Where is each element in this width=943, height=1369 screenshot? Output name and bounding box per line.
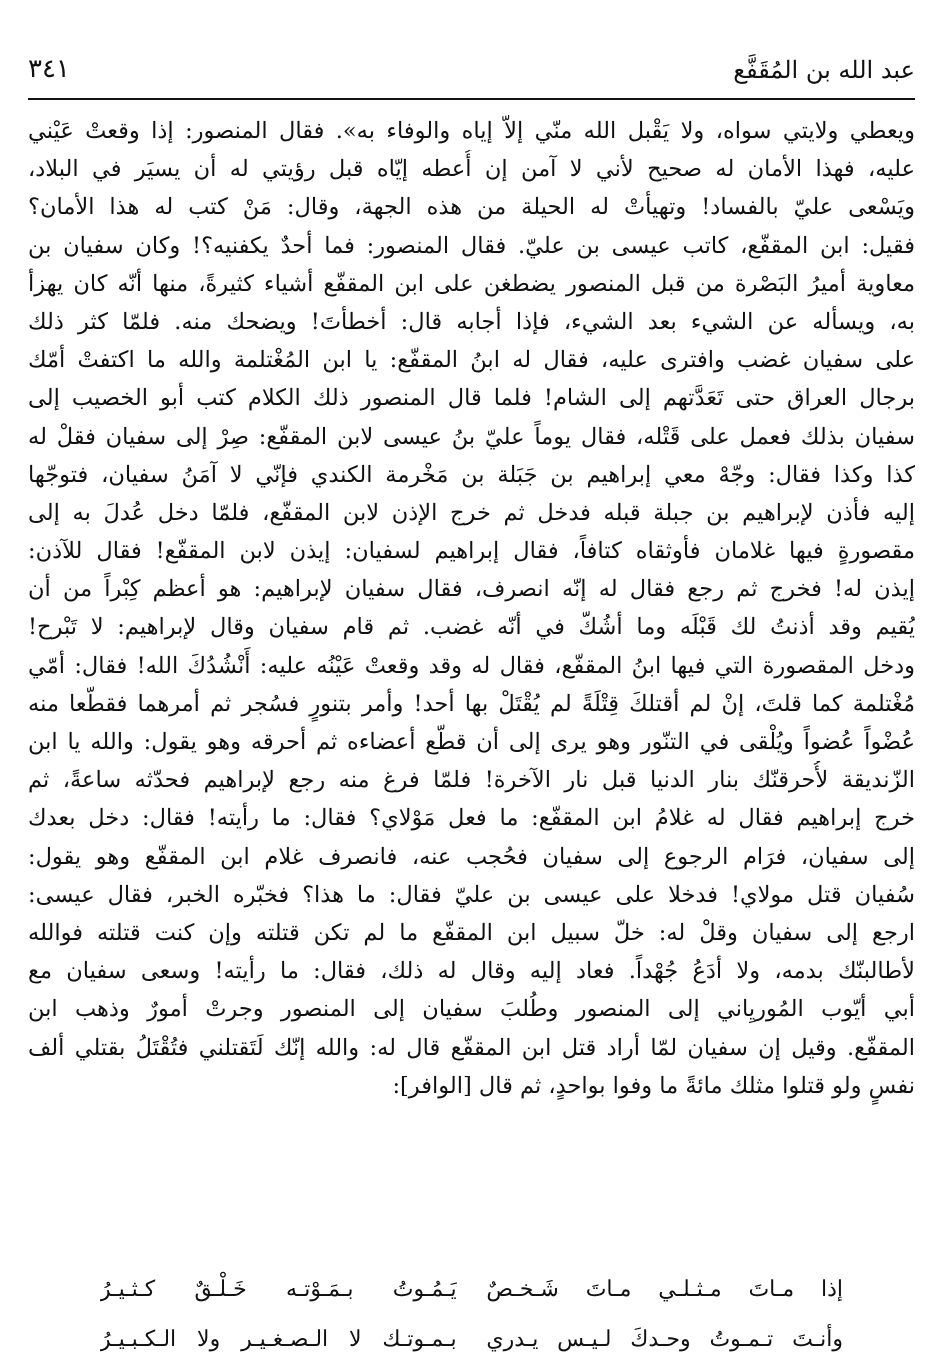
text-line: برجال العراق حتى تَعَدَّتهم إلى الشام! فلما قال المنصور ذلك الكلام كتب أبو الخصيب إلى: [28, 385, 915, 412]
text-line: يُقيم وقد أذنتُ لك قَبْلَه وما أشُكّ في أنّه غضب. ثم قام سفيان وقال لإبراهيم: لا تَبْرح!: [28, 614, 915, 641]
text-line: فقيل: ابن المقفّع، كاتب عيسى بن عليّ. فقال المنصور: فما أحدٌ يكفنيه؟! وكان سفيان بن: [28, 232, 915, 259]
page-number: ٣٤١: [28, 54, 70, 84]
running-title: عبد الله بن المُقَفَّع: [733, 56, 915, 84]
verse-first-hemistich: إذا مـاتَ مـثـلـي مـاتَ شَـخـصٌ: [486, 1277, 843, 1302]
verse-second-hemistich: يَـمُـوتُ بـمَـوْتـه خَـلْـقٌ كـثـيـرُ: [100, 1277, 457, 1302]
text-line: إلى سفيان، فرَام الرجوع إلى سفيان فحُجب عنه، فانصرف غلام ابن المقفّع وهو يقول:: [28, 843, 915, 870]
poem-verse: [100, 1315, 843, 1365]
text-line: نفسٍ ولو قتلوا مثلك مائةً ما وفوا بواحدٍ، ثم قال [الوافر]:: [392, 1072, 915, 1099]
text-line: كذا وكذا فقال: وجّهْ معي إبراهيم بن جَبَلة بن مَخْرمة الكندي فإنّي لا آمَنُ سفيان، فتوجّها: [28, 461, 915, 488]
text-line: عُضْواً عُضواً ويُلْقى في التنّور وهو يرى إلى أن قطّع أعضاءه ثم أحرقه وهو يقول: والله يا ابن: [28, 729, 915, 755]
text-line: ويعطي ولايتي سواه، ولا يَقْبل الله منّي إلاّ إياه والوفاء به». فقال المنصور: إذا وقعتْ عَيْني: [28, 118, 915, 144]
text-line: المقفّع. وقيل إن سفيان لمّا أراد قتل ابن المقفّع قال له: والله إنّك لَتَقتلني فتُقْتَلُ بقتلي ألف: [28, 1034, 915, 1061]
text-line: إليه فأذن لإبراهيم بن جبلة قبله فدخل ثم خرج الإذن لابن المقفّع، فلمّا دخل عُدلَ به إلى: [28, 499, 915, 526]
text-line: مقصورةٍ فيها غلامان فأوثقاه كتافاً، فقال إبراهيم لسفيان: إيذن لابن المقفّع! فقال للآذن:: [28, 538, 915, 565]
verse-second-hemistich: بـمـوتـك لا الـصـغـيـر ولا الـكـبـيـرُ: [100, 1327, 457, 1352]
text-line: سفيان بذلك فعمل على قَتْله، فقال يوماً عليّ بنُ عيسى لابن المقفّع: صِرْ إلى سفيان فقلْ له: [28, 423, 915, 450]
text-line: على سفيان غضب وافترى عليه، فقال له ابنُ المقفّع: يا ابن المُغْتلمة والله ما اكتفتْ أمّك: [28, 347, 915, 374]
page-header: [28, 48, 915, 100]
text-line: ارجع إلى سفيان وقلْ له: خلّ سبيل ابن المقفّع ما لم تكن قتلته وإن كنت قتلته فوالله: [28, 919, 915, 946]
text-line: الزّنديقة لأُحرقنّك بنار الدنيا قبل نار الآخرة! فلمّا فرغ منه رجع لإبراهيم فحدّثه ساعةً، ثم: [28, 767, 915, 794]
text-line: به، ويسأله عن الشيء بعد الشيء، فإذا أجابه قال: أخطأتَ! ويضحك منه. فلمّا كثر ذلك: [28, 308, 915, 335]
text-line: معاوية أميرُ البَصْرة من قبل المنصور يضطغن على ابن المقفّع أشياء كثيرةً، منها أنّه كان يهزأ: [28, 270, 915, 297]
text-line: ويَسْعى عليّ بالفساد! وتهيأتْ له الحيلة من هذه الجهة، وقال: مَنْ كتب له هذا الأمان؟: [28, 194, 915, 221]
text-line: مُغْتلمة كما قلتَ، إنْ لم أقتلكَ قِتْلَةً لم يُقْتَلْ بها أحد! وأمر بتنورٍ فسُجر ثم أمرهما فقطّعا منه: [28, 690, 915, 717]
text-line: عليه، فهذا الأمان له صحيح لأني لا آمن إن أُعطه إيّاه قبل رؤيتي له أن يسيَر في البلاد،: [28, 156, 915, 183]
text-line: خرج إبراهيم فقال له غلامُ ابن المقفّع: ما فعل مَوْلاي؟ فقال: ما رأيته! فقال: دخل بعدك: [28, 805, 915, 832]
text-line: سُفيان قتل مولاي! فدخلا على عيسى بن عليّ فقال: ما هذا؟ فخبّره الخبر، فقال عيسى:: [28, 881, 915, 908]
poem: [100, 1265, 843, 1365]
text-line: إيذن له! فخرج ثم رجع فقال له إنّه انصرف، فقال سفيان لإبراهيم: هو أعظم كِبْراً من أن: [28, 576, 915, 603]
text-line: لأطالبنّك بدمه، ولا أدَعُ جُهْداً. فعاد إليه وقال له ذلك، فقال: ما رأيته! وسعى سفيان مع: [28, 958, 915, 985]
body-text: [28, 112, 915, 1105]
text-line: ودخل المقصورة التي فيها ابنُ المقفّع، فقال له وقد وقعتْ عَيْنُه عليه: أَنْشُدُكَ الله! فقال: أمّي: [28, 652, 915, 679]
verse-first-hemistich: وأنـتَ تـمـوتُ وحـدكَ لـيـس يـدري: [486, 1327, 843, 1352]
poem-verse: [100, 1265, 843, 1315]
text-line: أبي أيّوب المُوريِاني إلى المنصور وطُلبَ سفيان إلى المنصور وجرتْ أمورٌ وذهب ابن: [28, 996, 915, 1023]
